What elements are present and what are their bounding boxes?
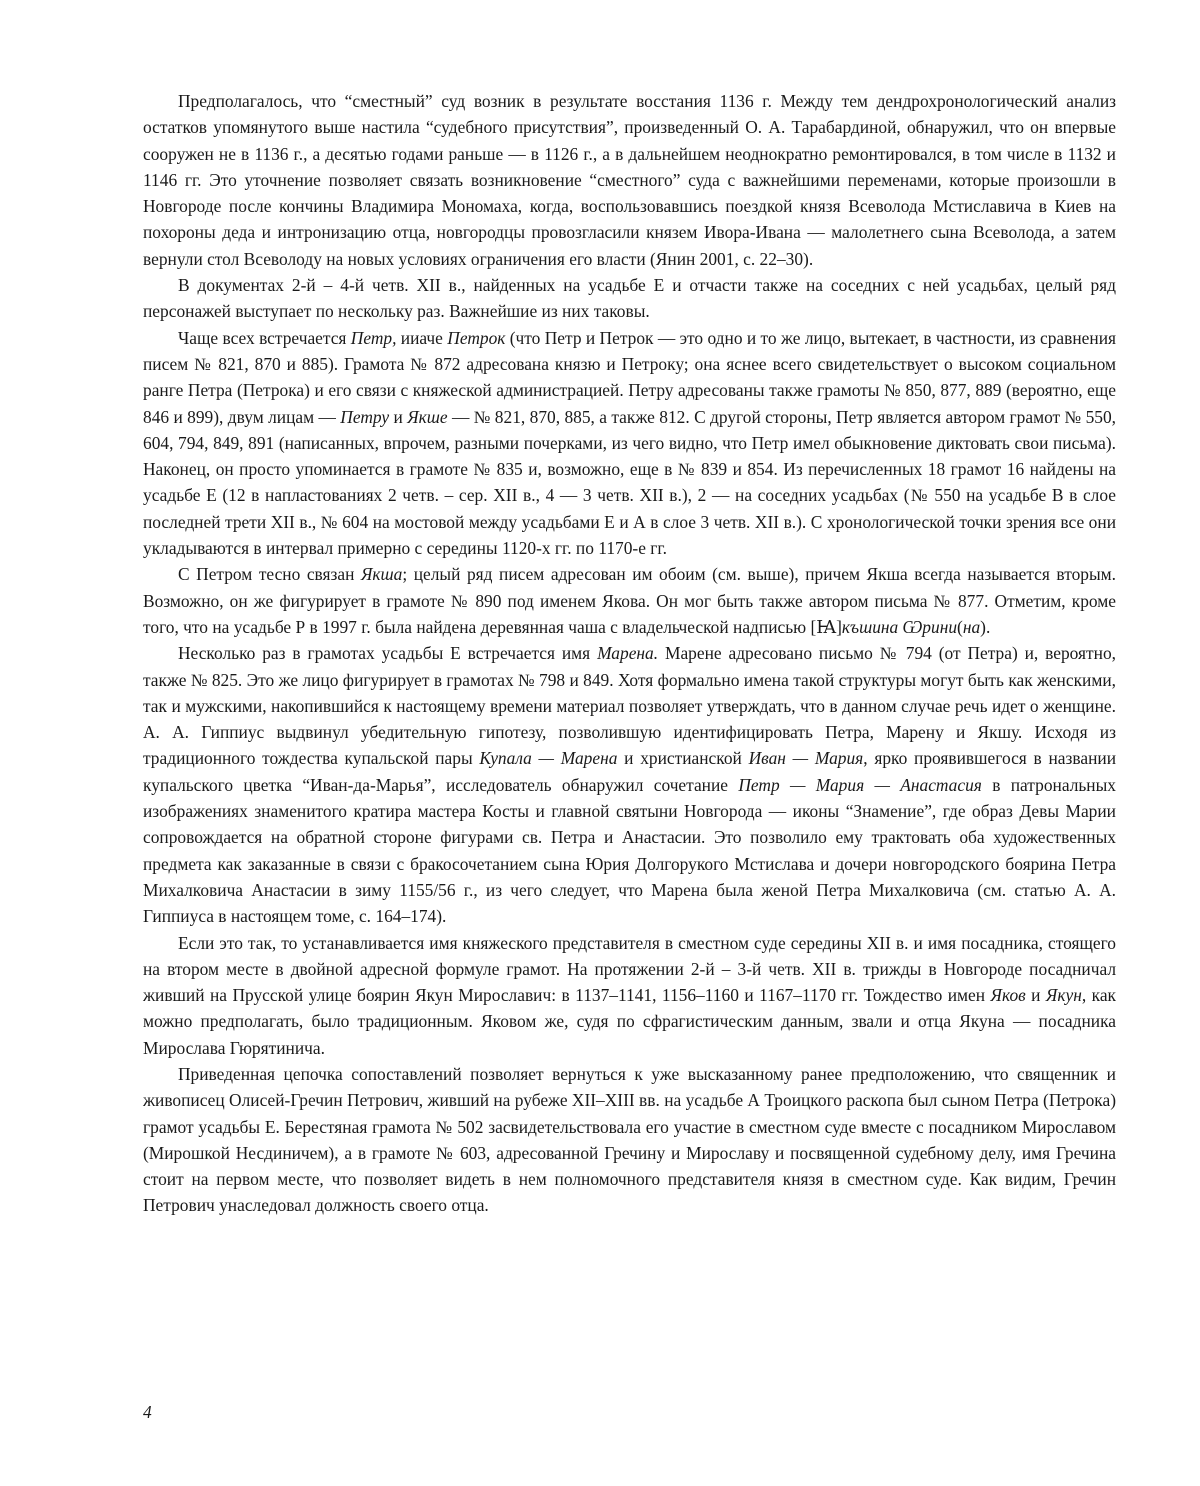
text-run: ] (836, 616, 842, 637)
text-run: ииаче (396, 327, 448, 348)
italic-text: Яков (990, 985, 1026, 1006)
italic-text: Якун (1045, 985, 1082, 1006)
text-run: и христианской (617, 748, 749, 769)
italic-text: Купала — Марена (479, 748, 618, 769)
text-run: С Петром тесно связан (178, 564, 361, 585)
paragraph (143, 1061, 1116, 1219)
paragraph (143, 325, 1116, 562)
text-run: Ꙗ (816, 616, 837, 637)
italic-text: на (962, 616, 981, 637)
paragraph (143, 930, 1116, 1061)
text-run: ( (957, 616, 963, 637)
italic-text: Петр — Мария — Анастасия (738, 774, 982, 795)
text-run: Если это так, то устанавливается имя княжеского представителя в сместном суде середины XII в. и имя посадника, стоящего на втором месте в двойной адресной формуле грамот. На протяжении 2-й – 3-й четв. XII в. трижды в Новгороде посадничал живший на Прусской улице боярин Якун Мирославич: в 1137–1141, 1156–1160 и 1167–1170 гг. Тождество имен (143, 932, 1116, 1006)
italic-text: Якше (407, 406, 448, 427)
page-number: 4 (143, 1402, 152, 1422)
text-run: и (1025, 985, 1046, 1006)
italic-text: Петрок (447, 327, 506, 348)
text-run: в патрональных изображениях знаменитого кратира мастера Косты и главной святыни Новгорода — иконы “Знамение”, где образ Девы Марии сопровождается на обратной стороне фигурами св. Петра и Анастасии. Это позволило ему трактовать оба художественных предмета как заказанные в связи с бракосочетанием сына Юрия Долгорукого Мстислава и дочери новгородского боярина Петра Михалковича Анастасии в зиму 1155/56 г., из чего следует, что Марена была женой Петра Михалковича (см. статью А. А. Гиппиуса в настоящем томе, с. 164–174). (143, 774, 1116, 927)
text-run: , как можно предполагать, было традиционным. Яковом же, судя по сфрагистическим данным, звали и отца Якуна — посадника Мирослава Гюрятинича. (143, 985, 1116, 1058)
italic-text: Марена. (597, 643, 659, 664)
text-run: — № 821, 870, 885, а также 812. С другой стороны, Петр является автором грамот № 550, 604, 794, 849, 891 (написанных, впрочем, разными почерками, из чего видно, что Петр имел обыкновение диктовать свои письма). Наконец, он просто упоминается в грамоте № 835 и, возможно, еще в № 839 и 854. Из перечисленных 18 грамот 16 найдены на усадьбе Е (12 в напластованиях 2 четв. – сер. XII в., 4 — 3 четв. XII в.), 2 — на соседних усадьбах (№ 550 на усадьбе В в слое последней трети XII в., № 604 на мостовой между усадьбами Е и А в слое 3 четв. XII в.). С хронологической точки зрения все они укладываются в интервал примерно с середины 1120-х гг. по 1170-е гг. (143, 406, 1116, 559)
text-run: ; целый ряд писем адресован им обоим (см. выше), причем Якша всегда называется вторым. Возможно, он же фигурирует в грамоте № 890 под именем Якова. Он мог быть также автором письма № 877. Отметим, кроме того, что на усадьбе Р в 1997 г. была найдена деревянная чаша с владельческой надписью [ (143, 564, 1116, 637)
paragraph (143, 640, 1116, 929)
text-run: ). (980, 616, 991, 637)
italic-text: къшина Ѡрини (841, 616, 958, 637)
paragraph (143, 272, 1116, 325)
text-run: , ярко проявившегося в названии купальского цветка “Иван-да-Марья”, исследователь обнаружил сочетание (143, 748, 1117, 795)
text-run: Чаще всех встречается (178, 327, 351, 348)
text-run: Несколько раз в грамотах усадьбы Е встречается имя (178, 643, 598, 664)
paragraph (143, 88, 1116, 272)
text-run: В документах 2-й – 4-й четв. XII в., найденных на усадьбе Е и отчасти также на соседних с ней усадьбах, целый ряд персонажей выступает по нескольку раз. Важнейшие из них таковы. (143, 275, 1116, 322)
document-body (143, 88, 1116, 1219)
italic-text: Якша (360, 564, 403, 585)
text-run: (что Петр и Петрок — это одно и то же лицо, вытекает, в частности, из сравнения писем № 821, 870 и 885). Грамота № 872 адресована князю и Петроку; она яснее всего свидетельствует о высоком социальном ранге Петра (Петрока) и его связи с княжеской администрацией. Петру адресованы также грамоты № 850, 877, 889 (вероятно, еще 846 и 899), двум лицам — (143, 327, 1116, 427)
text-run: и (389, 406, 408, 427)
italic-text: Иван — Мария (748, 748, 864, 769)
text-run: Марене адресовано письмо № 794 (от Петра) и, вероятно, также № 825. Это же лицо фигурирует в грамотах № 798 и 849. Хотя формально имена такой структуры могут быть как женскими, так и мужскими, накопившийся к настоящему времени материал позволяет утверждать, что в данном случае речь идет о женщине. А. А. Гиппиус выдвинул убедительную гипотезу, позволившую идентифицировать Петра, Марену и Якшу. Исходя из традиционного тождества купальской пары (143, 643, 1116, 769)
paragraph (143, 561, 1116, 640)
text-run: Предполагалось, что “сместный” суд возник в результате восстания 1136 г. Между тем дендрохронологический анализ остатков упомянутого выше настила “судебного присутствия”, произведенный О. А. Тарабардиной, обнаружил, что он впервые сооружен не в 1136 г., а десятью годами раньше — в 1126 г., а в дальнейшем неоднократно ремонтировался, в том числе в 1132 и 1146 гг. Это уточнение позволяет связать возникновение “сместного” суда с важнейшими переменами, которые произошли в Новгороде после кончины Владимира Мономаха, когда, воспользовавшись поездкой князя Всеволода Мстиславича в Киев на похороны деда и интронизацию отца, новгородцы провозгласили князем Ивора-Ивана — малолетнего сына Всеволода, а затем вернули стол Всеволоду на новых условиях ограничения его власти (Янин 2001, с. 22–30). (143, 91, 1116, 269)
text-run: Приведенная цепочка сопоставлений позволяет вернуться к уже высказанному ранее предположению, что священник и живописец Олисей-Гречин Петрович, живший на рубеже XII–XIII вв. на усадьбе А Троицкого раскопа был сыном Петра (Петрока) грамот усадьбы Е. Берестяная грамота № 502 засвидетельствовала его участие в сместном суде вместе с посадником Мирославом (Мирошкой Несдиничем), а в грамоте № 603, адресованной Гречину и Мирославу и посвященной судебному делу, имя Гречина стоит на первом месте, что позволяет видеть в нем полномочного представителя князя в сместном суде. Как видим, Гречин Петрович унаследовал должность своего отца. (143, 1063, 1116, 1216)
italic-text: Петру (340, 406, 390, 427)
italic-text: Петр, (350, 327, 397, 348)
